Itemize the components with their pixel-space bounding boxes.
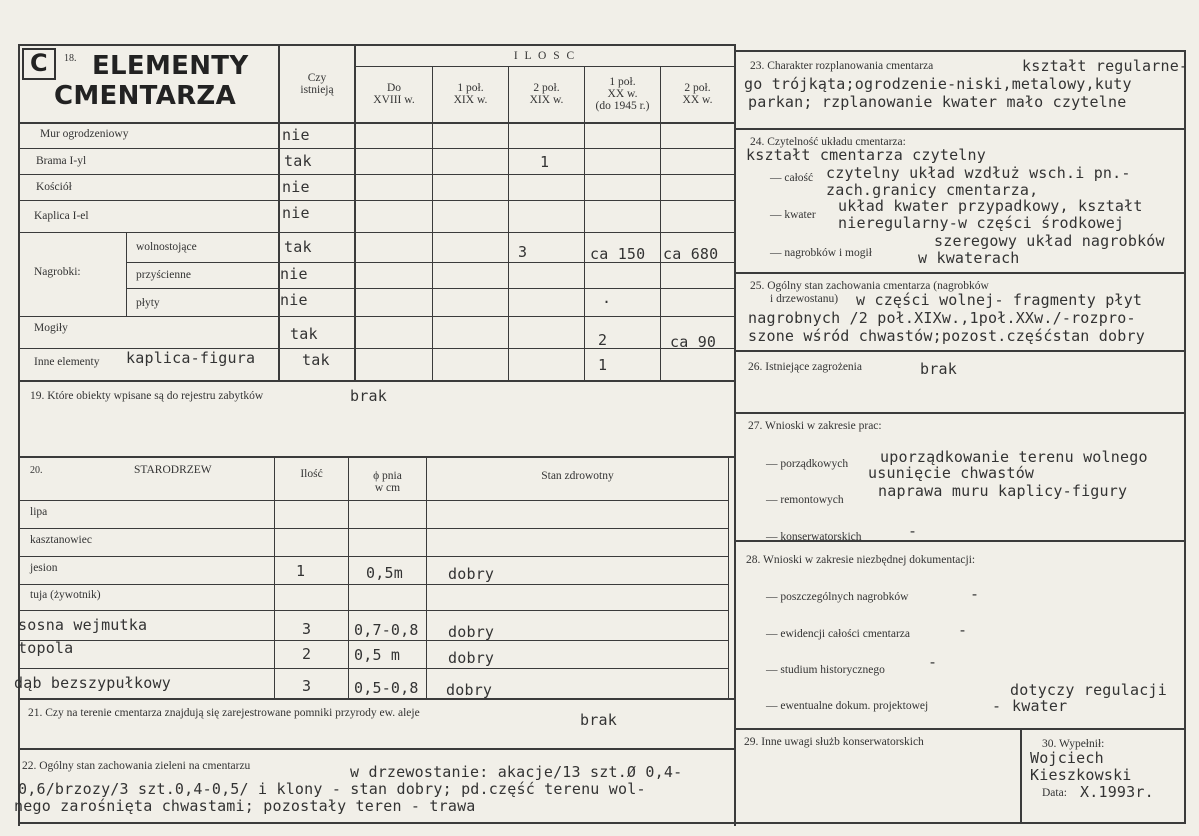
section-22-line2: 0,6/brzozy/3 szt.0,4-0,5/ i klony - stan dobry; pd.część terenu wol- (18, 780, 646, 798)
category-badge: C (22, 48, 56, 80)
section-25-label: 25. Ogólny stan zachowania cmentarza (nagrobków (750, 280, 989, 292)
section-23-line2: go trójkąta;ogrodzenie-niski,metalowy,kuty (744, 75, 1132, 93)
header-istnieja: istnieją (300, 84, 334, 96)
section-26-value: brak (920, 360, 957, 378)
mogily-qty-2pol-xx: ca 90 (670, 333, 717, 351)
section-25-label2: i drzewostanu) (770, 293, 839, 305)
wolnostojace-qty-1pol-xx: ca 150 (590, 245, 646, 263)
section-23-line3: parkan; rzplanowanie kwater mało czytelne (748, 93, 1127, 111)
jesion-diameter: 0,5m (366, 564, 403, 582)
header-czy: Czy (307, 72, 327, 84)
row-label-kaplica: Kaplica I-el (34, 210, 89, 222)
tree-name-jesion: jesion (30, 562, 58, 574)
tree-name-tuja: tuja (żywotnik) (30, 589, 101, 601)
sosna-diameter: 0,7-0,8 (354, 621, 419, 639)
row-value-wolnostojace: tak (284, 238, 312, 256)
header-ilosc: I L O S C (513, 50, 577, 62)
section-27-line4: - (908, 522, 918, 540)
row-label-mogily: Mogiły (34, 322, 68, 334)
inne-qty-1pol-xx: 1 (598, 356, 608, 374)
section-24-line6: w kwaterach (918, 249, 1020, 267)
section-27-line1: uporządkowanie terenu wolnego (880, 448, 1148, 466)
header-pnia: ϕ pnia (373, 470, 402, 482)
section-22-line3: nego zarośnięta chwastami; pozostały teren - trawa (14, 797, 476, 815)
section-24-line2: zach.granicy cmentarza, (826, 181, 1039, 199)
section-28-ewidencji: — ewidencji całości cmentarza (766, 628, 910, 640)
dab-diameter: 0,5-0,8 (354, 679, 419, 697)
section-28-projektowej: — ewentualne dokum. projektowej (766, 700, 929, 712)
section-27-label: 27. Wnioski w zakresie prac: (748, 420, 882, 432)
section-28-studium-value: - (928, 653, 938, 671)
col-header-1pol: 1 poł. (457, 82, 484, 94)
col-header-xix: XIX w. (453, 94, 488, 106)
tree-name-dab: dąb bezszypułkowy (14, 674, 171, 692)
col-header-xviii: XVIII w. (373, 94, 415, 106)
col-header-do-1945: (do 1945 r.) (595, 100, 650, 112)
section-18-title-line1: ELEMENTY (92, 51, 249, 81)
section-27-konserwatorskich: — konserwatorskich (766, 531, 862, 543)
row-value-kosciol: nie (282, 178, 310, 196)
section-27-remontowych: — remontowych (766, 494, 844, 506)
header-ilosc-drzew: Ilość (300, 468, 323, 480)
row-label-przyscienne: przyścienne (136, 269, 191, 281)
section-28-ewidencji-value: - (958, 621, 968, 639)
row-value-przyscienne: nie (280, 265, 308, 283)
jesion-qty: 1 (296, 562, 306, 580)
jesion-condition: dobry (448, 565, 495, 583)
section-21-label: 21. Czy na terenie cmentarza znajdują się zarejestrowane pomniki przyrody ew. aleje (28, 707, 420, 719)
header-w-cm: w cm (374, 482, 401, 494)
brama-qty-2pol-xix: 1 (540, 153, 550, 171)
dab-condition: dobry (446, 681, 493, 699)
topola-condition: dobry (448, 649, 495, 667)
col-header-1pol-xx: 1 poł. (609, 76, 636, 88)
tree-name-kasztanowiec: kasztanowiec (30, 534, 92, 546)
wolnostojace-qty-2pol-xix: 3 (518, 243, 528, 261)
section-24-nagrobkow: — nagrobków i mogił (770, 247, 872, 259)
section-24-line4: nieregularny-w części środkowej (838, 214, 1125, 232)
wolnostojace-qty-2pol-xx: ca 680 (663, 245, 719, 263)
section-27-line3: naprawa muru kaplicy-figury (878, 482, 1128, 500)
section-24-label: 24. Czytelność układu cmentarza: (750, 136, 906, 148)
section-18-title-line2: CMENTARZA (54, 81, 237, 111)
section-20-number: 20. (30, 465, 43, 476)
section-24-line5: szeregowy układ nagrobków (934, 232, 1165, 250)
row-value-inne: tak (302, 351, 330, 369)
section-20-title: STARODRZEW (134, 464, 212, 476)
section-30-label: 30. Wypełnił: (1042, 738, 1105, 750)
row-value-plyty: nie (280, 291, 308, 309)
row-value-brama: tak (284, 152, 312, 170)
topola-diameter: 0,5 m (354, 646, 401, 664)
row-value-mogily: tak (290, 325, 318, 343)
dab-qty: 3 (302, 677, 312, 695)
section-24-line1: czytelny układ wzdłuż wsch.i pn.- (826, 164, 1131, 182)
section-28-projektowej-value: - (992, 697, 1002, 715)
section-28-label: 28. Wnioski w zakresie niezbędnej dokumentacji: (746, 554, 976, 566)
section-26-label: 26. Istniejące zagrożenia (748, 361, 862, 373)
section-22-label: 22. Ogólny stan zachowania zieleni na cmentarzu (22, 760, 251, 772)
section-30-data-label: Data: (1042, 787, 1067, 799)
row-label-kosciol: Kościół (36, 181, 72, 193)
section-25-line1: w części wolnej- fragmenty płyt (856, 291, 1143, 309)
section-24-kwater: — kwater (770, 209, 816, 221)
plyty-qty-1pol-xx: · (602, 293, 612, 311)
section-28-nagrobkow-value: - (970, 585, 980, 603)
row-label-plyty: płyty (136, 297, 160, 309)
mogily-qty-1pol-xx: 2 (598, 331, 608, 349)
tree-name-topola: topola (18, 639, 74, 657)
section-23-line1: kształt regularne- (1022, 57, 1189, 75)
section-24-line0: kształt cmentarza czytelny (746, 146, 986, 164)
col-header-xx-2: XX w. (682, 94, 713, 106)
section-25-line3: szone wśród chwastów;pozost.częśćstan dobry (748, 327, 1145, 345)
col-header-xix-2: XIX w. (529, 94, 564, 106)
section-21-value: brak (580, 711, 617, 729)
section-24-calosc: — całość (770, 172, 814, 184)
section-27-porzadkowych: — porządkowych (766, 458, 849, 470)
section-28-line1: dotyczy regulacji (1010, 681, 1167, 699)
inne-elementy-typed: kaplica-figura (126, 349, 256, 367)
tree-name-sosna: sosna wejmutka (18, 616, 148, 634)
section-19-label: 19. Które obiekty wpisane są do rejestru zabytków (30, 390, 264, 402)
col-header-2pol-xx: 2 poł. (684, 82, 711, 94)
row-label-brama: Brama I-yl (36, 155, 87, 167)
section-24-line3: układ kwater przypadkowy, kształt (838, 197, 1143, 215)
section-27-line2: usunięcie chwastów (868, 464, 1035, 482)
section-19-value: brak (350, 387, 387, 405)
topola-qty: 2 (302, 645, 312, 663)
section-28-studium: — studium historycznego (766, 664, 885, 676)
row-label-nagrobki: Nagrobki: (34, 266, 81, 278)
row-value-kaplica: nie (282, 204, 310, 222)
col-header-do: Do (386, 82, 402, 94)
section-30-name2: Kieszkowski (1030, 766, 1132, 784)
row-value-mur: nie (282, 126, 310, 144)
row-label-wolnostojace: wolnostojące (136, 241, 197, 253)
row-label-mur: Mur ogrodzeniowy (40, 128, 129, 140)
sosna-condition: dobry (448, 623, 495, 641)
section-22-line1: w drzewostanie: akacje/13 szt.Ø 0,4- (350, 763, 683, 781)
section-29-label: 29. Inne uwagi służb konserwatorskich (744, 736, 924, 748)
sosna-qty: 3 (302, 620, 312, 638)
section-18-number: 18. (64, 53, 77, 64)
tree-name-lipa: lipa (30, 506, 48, 518)
section-28-nagrobkow: — poszczególnych nagrobków (766, 591, 909, 603)
col-header-2pol: 2 poł. (533, 82, 560, 94)
section-30-date: X.1993r. (1080, 783, 1154, 801)
section-23-label: 23. Charakter rozplanowania cmentarza (750, 60, 934, 72)
section-28-line2: kwater (1012, 697, 1068, 715)
col-header-xx: XX w. (607, 88, 638, 100)
header-stan-zdrowotny: Stan zdrowotny (541, 470, 614, 482)
section-25-line2: nagrobnych /2 poł.XIXw.,1poł.XXw./-rozpro- (748, 309, 1136, 327)
row-label-inne: Inne elementy (34, 356, 100, 368)
section-30-name1: Wojciech (1030, 749, 1104, 767)
